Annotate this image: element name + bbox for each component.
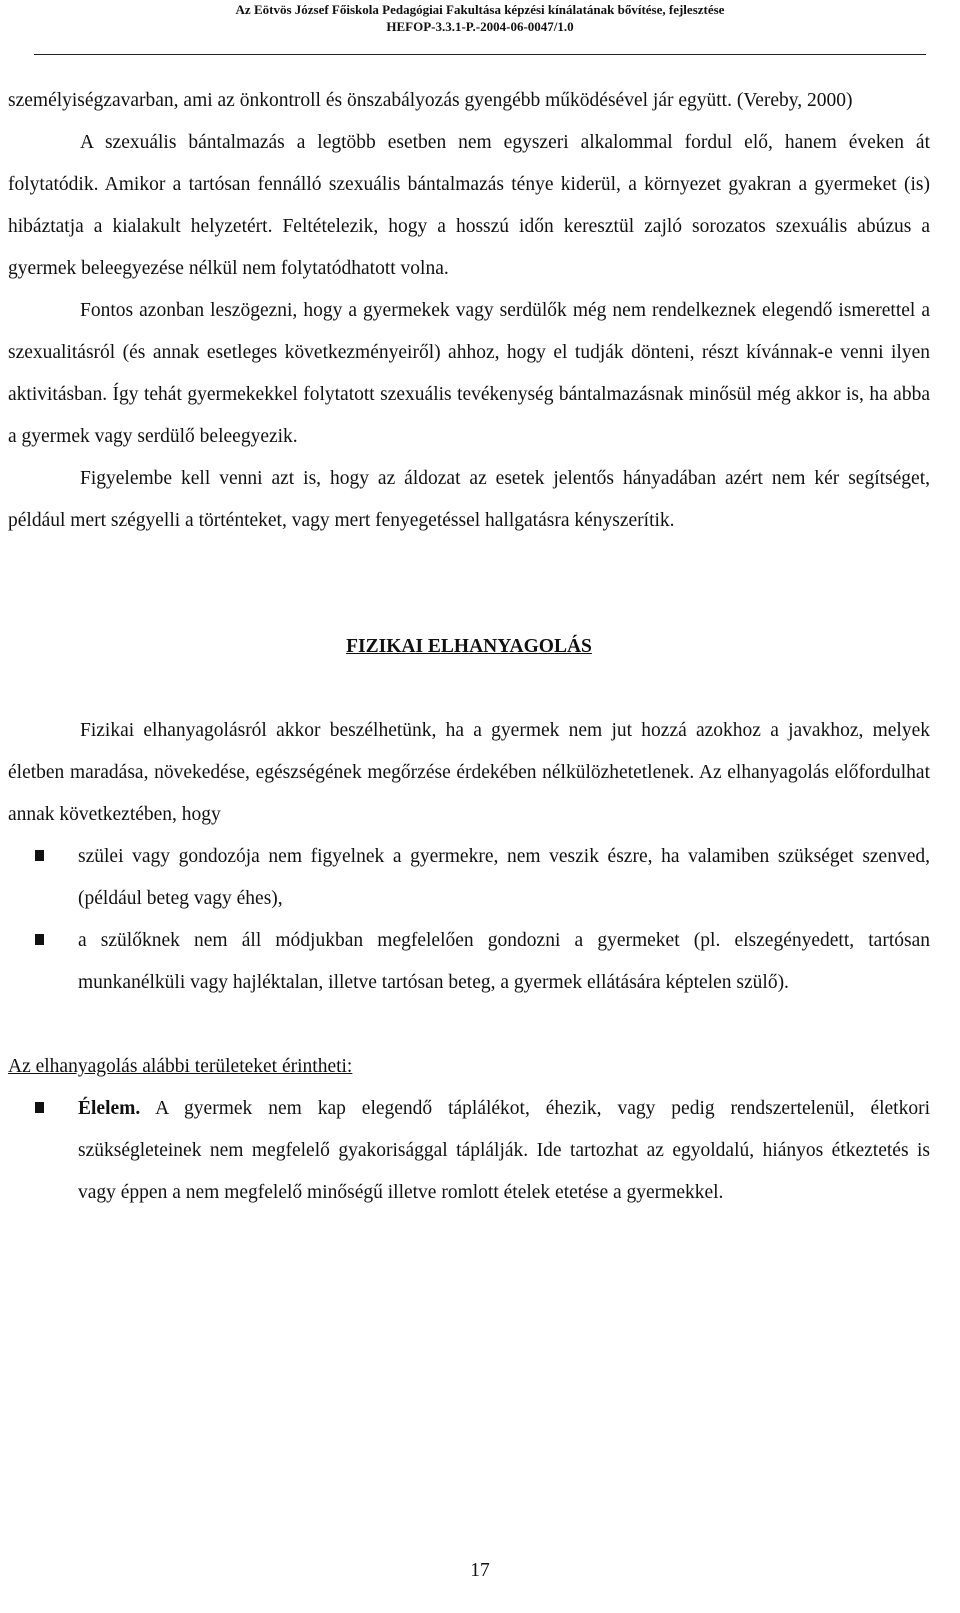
subheading <box>8 1046 930 1088</box>
paragraph: személyiségzavarban, ami az önkontroll és önszabályozás gyengébb működésével jár együtt. (Vereby, 2000) <box>8 90 853 111</box>
document-header <box>0 0 960 35</box>
header-line-2: HEFOP-3.3.1-P.-2004-06-0047/1.0 <box>386 19 574 34</box>
paragraph: Figyelembe kell venni azt is, hogy az áldozat az esetek jelentős hányadában azért nem kér segítséget, például mert szégyelli a történteket, vagy mert fenyegetéssel hallgatásra kényszerítik. <box>8 468 930 531</box>
bullet-list <box>8 836 930 1004</box>
spacer <box>8 542 930 626</box>
spacer <box>8 1004 930 1046</box>
list-item-text: A gyermek nem kap elegendő táplálékot, éhezik, vagy pedig rendszertelenül, életkori szükségleteinek nem megfelelő gyakorisággal táplálják. Ide tartozhat az egyoldalú, hiányos étkeztetés is vagy éppen a nem megfelelő minőségű illetve romlott ételek etetése a gyermekkel. <box>78 1098 930 1203</box>
page-body <box>8 80 930 1214</box>
page-number: 17 <box>470 1560 490 1581</box>
paragraph: A szexuális bántalmazás a legtöbb esetben nem egyszeri alkalommal fordul elő, hanem éveken át folytatódik. Amikor a tartósan fennálló szexuális bántalmazás ténye kiderül, a környezet gyakran a gyermeket (is) hibáztatja a kialakult helyzetért. Feltételezik, hogy a hosszú időn keresztül zajló sorozatos szexuális abúzus a gyermek beleegyezése nélkül nem folytatódhatott volna. <box>8 132 930 279</box>
list-item <box>8 836 930 920</box>
list-item-text: szülei vagy gondozója nem figyelnek a gyermekre, nem veszik észre, ha valamiben szükséget szenved, (például beteg vagy éhes), <box>78 846 930 909</box>
paragraph: Fontos azonban leszögezni, hogy a gyermekek vagy serdülők még nem rendelkeznek elegendő ismerettel a szexualitásról (és annak esetleges következményeiről) ahhoz, hogy el tudják dönteni, részt kívánnak-e venni ilyen aktivitásban. Így tehát gyermekekkel folytatott szexuális tevékenység bántalmazásnak minősül még akkor is, ha abba a gyermek vagy serdülő beleegyezik. <box>8 300 930 447</box>
header-rule <box>34 54 926 55</box>
square-bullet-icon <box>35 850 44 861</box>
list-item-term: Élelem. <box>78 1098 141 1119</box>
square-bullet-icon <box>35 1102 44 1113</box>
list-item-text: a szülőknek nem áll módjukban megfelelően gondozni a gyermeket (pl. elszegényedett, tartósan munkanélküli vagy hajléktalan, illetve tartósan beteg, a gyermek ellátására képtelen szülő). <box>78 930 930 993</box>
section-heading: FIZIKAI ELHANYAGOLÁS <box>346 636 592 657</box>
header-line-1: Az Eötvös József Főiskola Pedagógiai Fakultása képzési kínálatának bővítése, fejlesztése <box>235 2 725 17</box>
area-list <box>8 1088 930 1214</box>
square-bullet-icon <box>35 934 44 945</box>
paragraph: Fizikai elhanyagolásról akkor beszélhetünk, ha a gyermek nem jut hozzá azokhoz a javakhoz, melyek életben maradása, növekedése, egészségének megőrzése érdekében nélkülözhetetlenek. Az elhanyagolás előfordulhat annak következtében, hogy <box>8 720 930 825</box>
list-item <box>8 920 930 1004</box>
spacer <box>8 668 930 710</box>
subheading-text: Az elhanyagolás alábbi területeket érintheti: <box>8 1056 353 1077</box>
list-item <box>8 1088 930 1214</box>
